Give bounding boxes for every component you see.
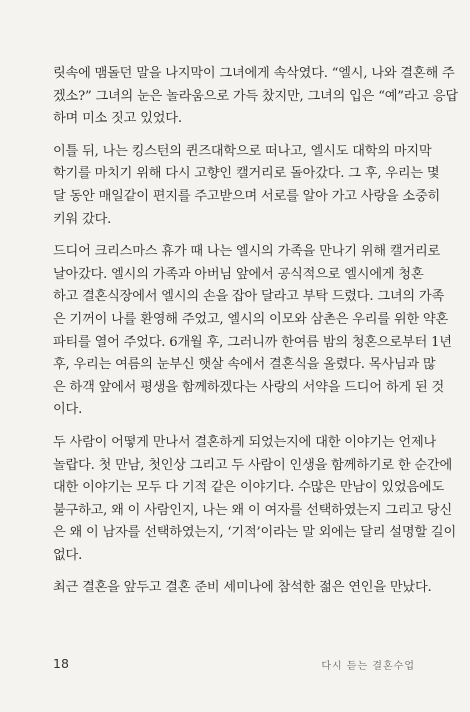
body-text: [53, 63, 458, 600]
paragraph-gap: [53, 131, 415, 141]
text-line: 최근 결혼을 앞두고 결혼 준비 세미나에 참석한 젊은 연인을 만났다.: [53, 580, 432, 596]
paragraph: [53, 432, 456, 568]
text-line: 드디어 크리스마스 휴가 때 나는 엘시의 가족을 만나기 위해 캘거리로: [53, 244, 441, 260]
paragraph-gap: [53, 231, 415, 241]
paragraph-gap: [53, 422, 415, 432]
paragraph: [53, 141, 441, 231]
text-line: 겠소?” 그녀의 눈은 놀라움으로 가득 찼지만, 그녀의 입은 “예”라고 응답: [53, 88, 458, 104]
text-line: 두 사람이 어떻게 만나서 결혼하게 되었는지에 대한 이야기는 언제나: [53, 434, 437, 450]
text-line: 놀랍다. 첫 만남, 첫인상 그리고 두 사람이 인생을 함께하기로 한 순간에: [53, 457, 452, 473]
text-line: 대한 이야기는 모두 다 기적 같은 이야기다. 수많은 만남이 있었음에도: [53, 480, 445, 496]
running-head: 다시 듣는 결혼수업: [321, 661, 415, 672]
page-number: 18: [53, 656, 69, 671]
text-line: 키워 갔다.: [53, 211, 112, 227]
text-line: 파티를 열어 주었다. 6개월 후, 그러니까 한여름 밤의 청혼으로부터 1년: [53, 334, 452, 350]
text-line: 없다.: [53, 547, 83, 563]
paragraph: [53, 63, 458, 131]
text-line: 하며 미소 짓고 있었다.: [53, 111, 182, 127]
text-line: 은 왜 이 남자를 선택하였는지, ‘기적’이라는 말 외에는 달리 설명할 길이: [53, 525, 456, 541]
text-line: 하고 결혼식장에서 엘시의 손을 잡아 달라고 부탁 드렸다. 그녀의 가족: [53, 289, 445, 305]
text-line: 이다.: [53, 402, 83, 418]
text-line: 달 동안 매일같이 편지를 주고받으며 서로를 알아 가고 사랑을 소중히: [53, 188, 441, 204]
paragraph-gap: [53, 567, 415, 577]
text-line: 후, 우리는 여름의 눈부신 햇살 속에서 결혼식을 올렸다. 목사님과 많: [53, 357, 436, 373]
text-line: 불구하고, 왜 이 사람인지, 나는 왜 이 여자를 선택하였는지 그리고 당신: [53, 502, 452, 518]
text-line: 은 하객 앞에서 평생을 함께하겠다는 사랑의 서약을 드디어 하게 된 것: [53, 379, 445, 395]
text-line: 학기를 마치기 위해 다시 고향인 캘거리로 돌아갔다. 그 후, 우리는 몇: [53, 166, 440, 182]
paragraph: [53, 577, 432, 600]
text-line: 날아갔다. 엘시의 가족과 아버님 앞에서 공식적으로 엘시에게 청혼: [53, 266, 424, 282]
text-line: 이틀 뒤, 나는 킹스턴의 퀸즈대학으로 떠나고, 엘시도 대학의 마지막: [53, 143, 432, 159]
text-line: 릿속에 맴돌던 말을 나지막이 그녀에게 속삭였다. “엘시, 나와 결혼해 주: [53, 66, 455, 81]
text-line: 은 기꺼이 나를 환영해 주었고, 엘시의 이모와 삼촌은 우리를 위한 약혼: [53, 311, 449, 327]
paragraph: [53, 241, 452, 422]
